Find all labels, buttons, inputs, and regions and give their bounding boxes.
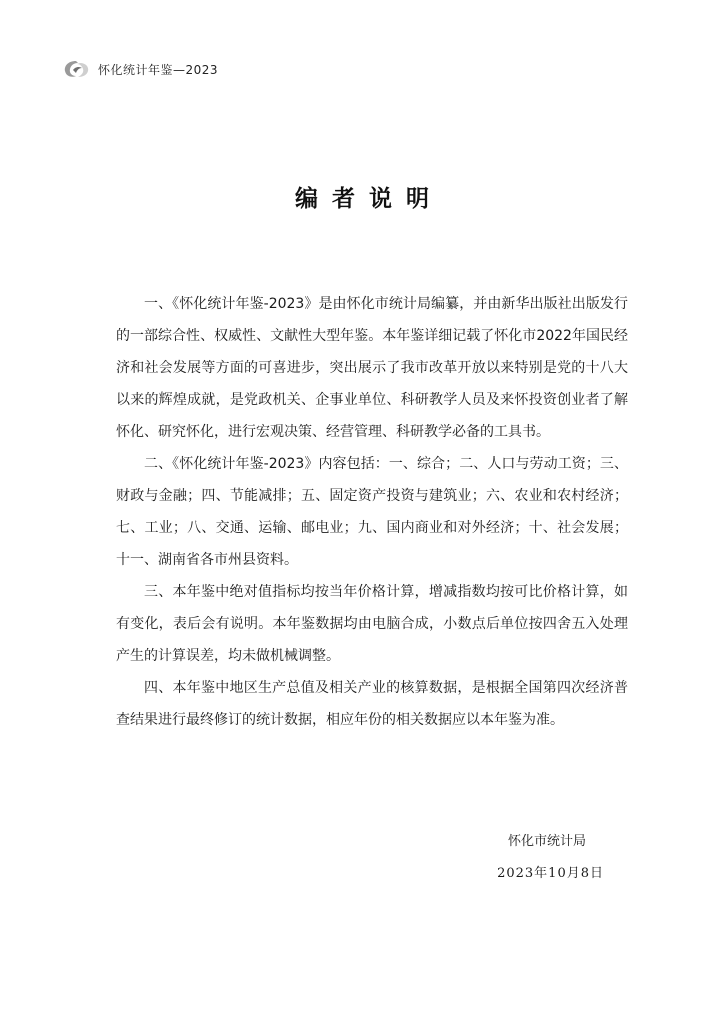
publisher-logo-icon [62,58,92,80]
paragraph-1: 一、《怀化统计年鉴-2023》是由怀化市统计局编纂，并由新华出版社出版发行的一部综合性、权威性、文献性大型年鉴。本年鉴详细记载了怀化市2022年国民经济和社会发展等方面的可喜进步，突出展示了我市改革开放以来特别是党的十八大以来的辉煌成就，是党政机关、企事业单位、科研教学人员及来怀投资创业者了解怀化、研究怀化，进行宏观决策、经营管理、科研教学必备的工具书。 [116,296,628,440]
paragraph-4: 四、本年鉴中地区生产总值及相关产业的核算数据，是根据全国第四次经济普查结果进行最终修订的统计数据，相应年份的相关数据应以本年鉴为准。 [116,680,628,728]
running-title: 怀化统计年鉴—2023 [98,62,219,77]
signature-organization: 怀化市统计局 [507,834,586,849]
body-text [116,288,628,736]
signature-block [497,826,604,890]
paragraph-3: 三、本年鉴中绝对值指标均按当年价格计算，增减指数均按可比价格计算，如有变化，表后会有说明。本年鉴数据均由电脑合成，小数点后单位按四舍五入处理产生的计算误差，均未做机械调整。 [116,584,628,664]
page-title: 编者说明 [295,185,443,212]
signature-date: 2023年10月8日 [497,866,604,881]
paragraph-2: 二、《怀化统计年鉴-2023》内容包括：一、综合；二、人口与劳动工资；三、财政与金融；四、节能减排；五、固定资产投资与建筑业；六、农业和农村经济；七、工业；八、交通、运输、邮电业；九、国内商业和对外经济；十、社会发展；十一、湖南省各市州县资料。 [116,456,628,568]
page-header [62,58,218,80]
